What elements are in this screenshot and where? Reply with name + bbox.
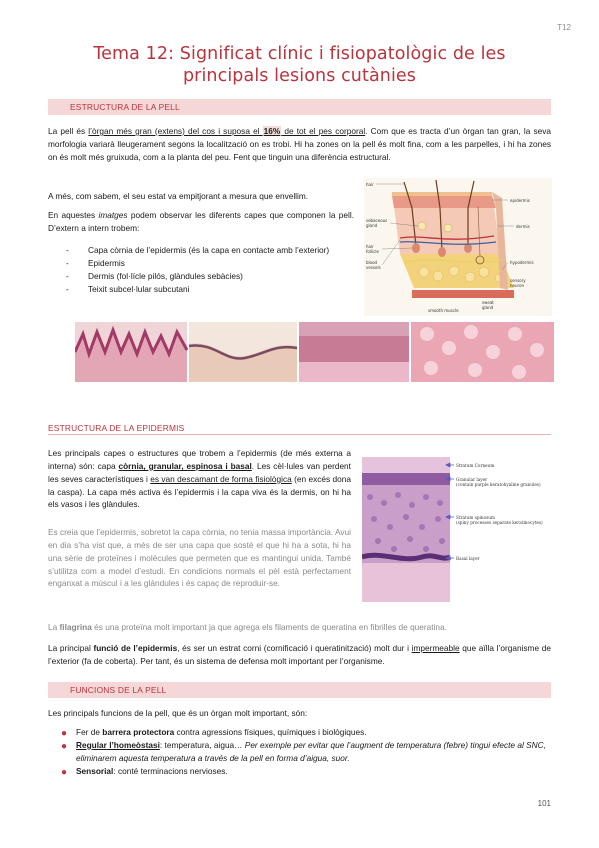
histo-label-corneum: Stratum Corneum [456,463,495,468]
svg-text:sweat: sweat [482,300,494,305]
list-item: - Epidermis [66,257,356,270]
page-title [40,43,559,87]
paragraph-skin-intro: La pell és l’òrgan més gran (extens) del cos i suposa el 16% de tot el pes corporal. Com que es tracta d’un òrgan tan gran, la seva morfologia variarà lleugerament segons la localització on es trobi. Hi ha zones on la pell és molt fina, com a les parpelles, i hi ha zones on és molt més gruixuda, com a la planta del peu. Fent que tinguin una diferència estructural. [48,126,551,162]
paragraph-filaggrin: La filagrina és una proteïna molt important ja que agrega els filaments de queratina en fibrilles de queratina. [48,622,447,632]
svg-text:sebaceous: sebaceous [366,218,388,223]
list-item: ● Fer de barrera protectora contra agressions físiques, químiques i biològiques. [61,727,367,739]
svg-text:smooth muscle: smooth muscle [428,308,459,313]
title-line-1: Tema 12: Significat clínic i fisiopatològic de les [93,44,506,64]
paragraph-epidermis-layers: Les principals capes o estructures que trobem a l’epidermis (de més externa a interna) són: capa còrnia, granular, espinosa i basal. Les cèl·lules van perdent les seves característiques i es van descamant de forma fisiològica (en excés dona la caspa). La capa més activa és l’epidermis i la capa viva és la dermis, on hi ha els vasos i les glàndules. [48,448,351,510]
list-item: - Teixit subcel·lular subcutani [66,283,356,296]
epidermis-histology-figure [362,457,554,602]
paragraph-epidermis-importance: Es creia que l’epidermis, sobretot la capa còrnia, no tenia massa importància. Avui en dia s’ha vist que, a més de ser una capa que sosté el que hi ha a sota, hi ha una sèrie de proteïnes i molècules que permeten que es mantingui unida. També s’utilitza com a model d’estudi. En condicions normals el pèl està perfectament enganxat a múscul i a les glàndules i és capaç de reproduir-se. [48,527,351,589]
svg-text:vessels: vessels [366,265,381,270]
histo-label-spinosum-note: (spiny processes separate keratinocytes) [456,520,543,525]
list-item: - Dermis (fol·lícle pilós, glàndules sebàcies) [66,270,356,283]
svg-text:dermis: dermis [516,224,530,229]
paragraph-layers-intro: En aquestes imatges podem observar les diferents capes que componen la pell. D’extern a intern trobem: [48,210,354,233]
section-heading-structure: ESTRUCTURA DE LA PELL [48,99,551,115]
svg-text:blood: blood [366,260,378,265]
layers-list [66,244,356,295]
svg-text:gland: gland [482,305,494,310]
section-heading-functions: FUNCIONS DE LA PELL [48,682,551,698]
svg-text:neuron: neuron [510,283,525,288]
page-code: T12 [557,23,571,32]
svg-text:epidermis: epidermis [510,198,530,203]
svg-text:follicle: follicle [366,249,379,254]
page-number: 101 [537,799,551,808]
section-heading-epidermis: ESTRUCTURA DE LA EPIDERMIS [48,420,551,435]
svg-text:hypodermis: hypodermis [510,260,534,265]
histology-images-strip [75,322,554,382]
histo-label-spinosum: Stratum spinosum [456,515,495,520]
svg-text:sensory: sensory [510,278,526,283]
paragraph-functions-intro: Les principals funcions de la pell, que és un òrgan molt important, són: [48,708,308,718]
histo-label-granular: Granular layer [456,477,488,482]
skin-layers-diagram [364,178,552,316]
paragraph-aging: A més, com sabem, el seu estat va empitjorant a mesura que envellim. [48,191,309,201]
svg-text:hair: hair [366,182,374,187]
histo-label-granular-note: (contain purple keratohyaline granules) [456,482,541,487]
list-item: ● Sensorial: conté terminacions nervioses. [61,765,228,778]
list-item: ● Regular l’homeòstasi: temperatura, aigua… Per exemple per evitar que l’augment de temperatura (febre) tingui efecte al SNC, eliminarem aquesta temperatura a través de la pell en forma d’aigua, suor. [61,739,546,763]
svg-text:hair: hair [366,244,374,249]
list-item: - Capa còrnia de l’epidermis (és la capa en contacte amb l’exterior) [66,244,356,257]
functions-list [58,726,548,777]
paragraph-epidermis-function: La principal funció de l’epidermis, és ser un estrat corni (cornificació i queratinització) molt dur i impermeable que aïlla l’organisme de l’exterior (fa de coberta). Per tant, és un sistema de defensa molt important per l’organisme. [48,643,551,666]
title-line-2: principals lesions cutànies [182,66,417,86]
histo-label-basal: Basal layer [456,556,480,561]
svg-text:gland: gland [366,223,378,228]
